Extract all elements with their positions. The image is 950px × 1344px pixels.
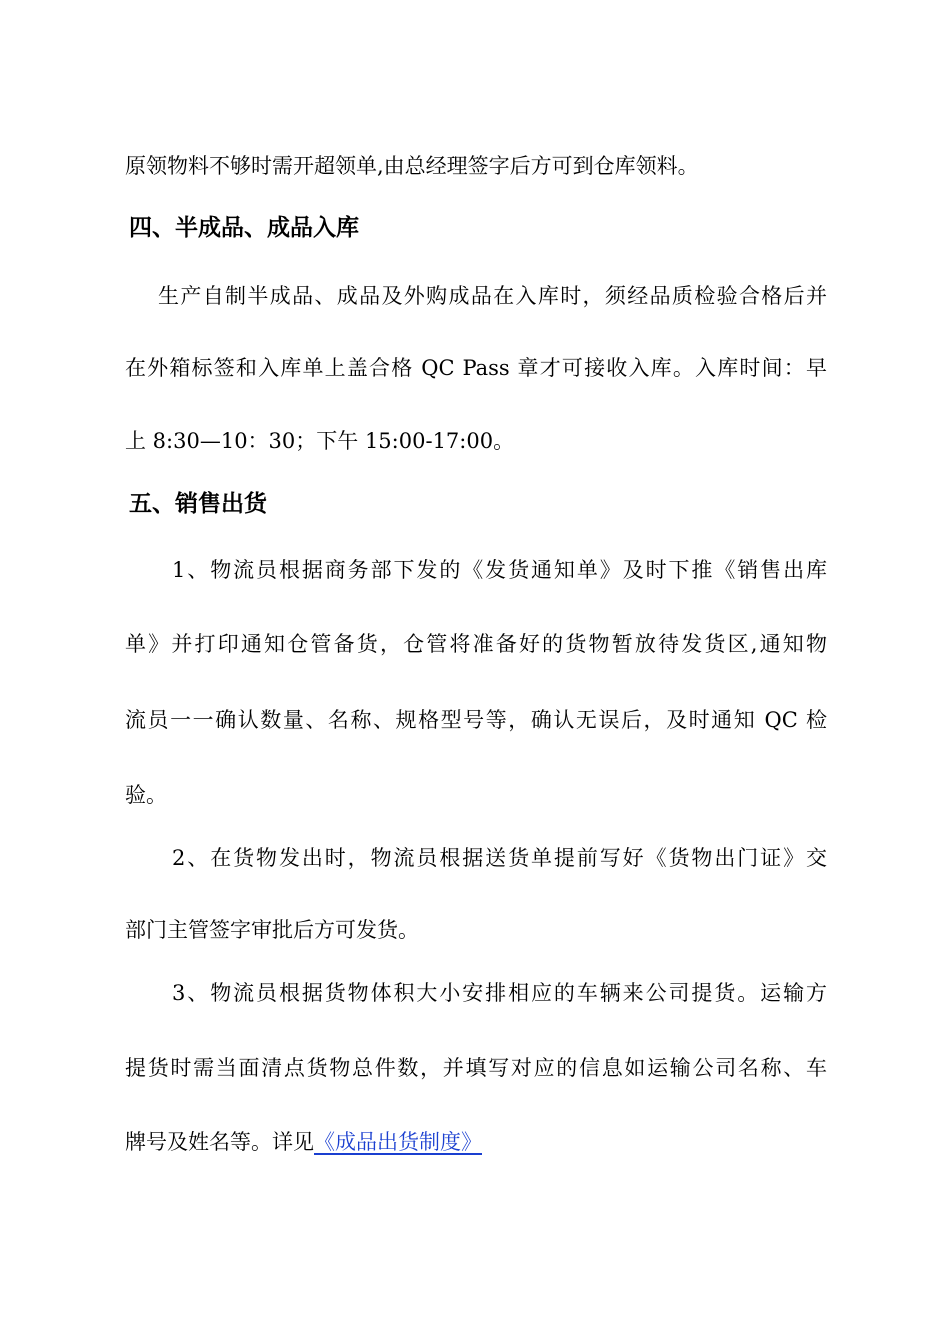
section-heading-warehousing: 四、半成品、成品入库: [129, 215, 359, 241]
paragraph-line: 提货时需当面清点货物总件数，并填写对应的信息如运输公司名称、车: [125, 1056, 827, 1080]
shipping-policy-link[interactable]: 《成品出货制度》: [314, 1130, 482, 1154]
paragraph-line: 原领物料不够时需开超领单,由总经理签字后方可到仓库领料。: [125, 154, 699, 178]
paragraph-line: 流员一一确认数量、名称、规格型号等，确认无误后，及时通知 QC 检: [125, 708, 827, 732]
paragraph-line: [125, 1127, 482, 1157]
paragraph-line: 单》并打印通知仓管备货，仓管将准备好的货物暂放待发货区,通知物: [125, 632, 827, 656]
paragraph-line: 部门主管签字审批后方可发货。: [125, 918, 419, 942]
paragraph-line: 2、在货物发出时，物流员根据送货单提前写好《货物出门证》交: [172, 846, 827, 870]
paragraph-line: 在外箱标签和入库单上盖合格 QC Pass 章才可接收入库。入库时间：早: [125, 356, 827, 380]
paragraph-line: 上 8:30—10：30；下午 15:00-17:00。: [125, 429, 515, 453]
paragraph-line: 1、物流员根据商务部下发的《发货通知单》及时下推《销售出库: [172, 558, 827, 582]
paragraph-line: 3、物流员根据货物体积大小安排相应的车辆来公司提货。运输方: [172, 981, 827, 1005]
section-heading-shipping: 五、销售出货: [129, 491, 267, 517]
paragraph-line: 验。: [125, 783, 167, 807]
paragraph-line: 生产自制半成品、成品及外购成品在入库时，须经品质检验合格后并: [158, 284, 827, 308]
reference-text: 牌号及姓名等。详见: [125, 1130, 314, 1154]
